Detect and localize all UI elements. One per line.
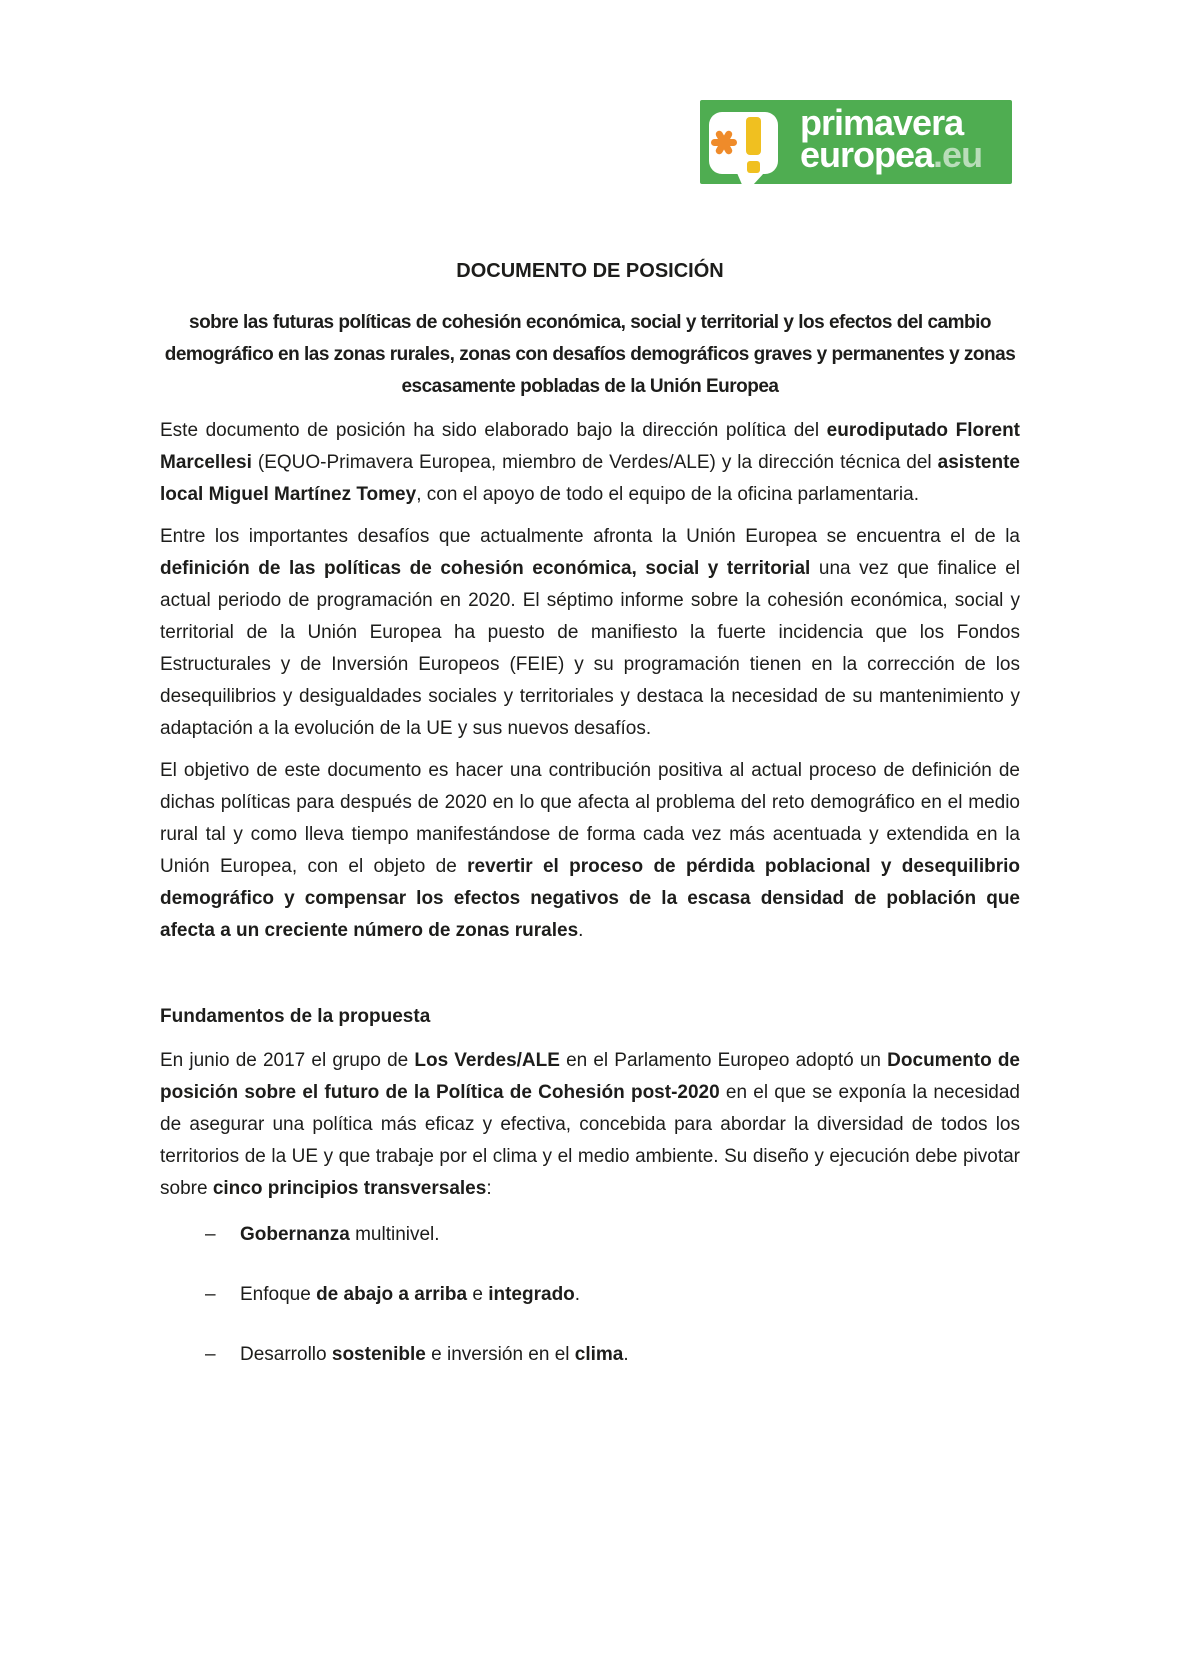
bullet-text: Desarrollo sostenible e inversión en el clima.: [240, 1344, 629, 1365]
paragraph: En junio de 2017 el grupo de Los Verdes/ALE en el Parlamento Europeo adoptó un Documento de posición sobre el futuro de la Política de Cohesión post-2020 en el que se exponía la necesidad de asegurar una política más eficaz y efectiva, concebida para abordar la diversidad de todos los territorios de la UE y que trabaje por el clima y el medio ambiente. Su diseño y ejecución debe pivotar sobre cinco principios transversales:: [160, 1050, 1020, 1199]
paragraph: Este documento de posición ha sido elaborado bajo la dirección política del eurodiputado Florent Marcellesi (EQUO-Primavera Europea, miembro de Verdes/ALE) y la dirección técnica del asistente local Miguel Martínez Tomey, con el apoyo de todo el equipo de la oficina parlamentaria.: [160, 420, 1020, 505]
logo-wordmark-suffix: .eu: [933, 134, 983, 175]
bullet-text: Gobernanza multinivel.: [240, 1224, 440, 1245]
bullet-item: [205, 1219, 1020, 1251]
paragraph: El objetivo de este documento es hacer una contribución positiva al actual proceso de definición de dichas políticas para después de 2020 en lo que afecta al problema del reto demográfico en el medio rural tal y como lleva tiempo manifestándose de forma cada vez más acentuada y extendida en la Unión Europea, con el objeto de revertir el proceso de pérdida poblacional y desequilibrio demográfico y compensar los efectos negativos de la escasa densidad de población que afecta a un creciente número de zonas rurales.: [160, 760, 1020, 941]
bullet-dash-marker: –: [205, 1224, 216, 1245]
paragraph: Entre los importantes desafíos que actualmente afronta la Unión Europea se encuentra el de la definición de las políticas de cohesión económica, social y territorial una vez que finalice el actual periodo de programación en 2020. El séptimo informe sobre la cohesión económica, social y territorial de la Unión Europea ha puesto de manifiesto la fuerte incidencia que los Fondos Estructurales y de Inversión Europeos (FEIE) y su programación tienen en la corrección de los desequilibrios y desigualdades sociales y territoriales y destaca la necesidad de su mantenimiento y adaptación a la evolución de la UE y sus nuevos desafíos.: [160, 526, 1020, 739]
bullet-item: [205, 1339, 1020, 1371]
section-heading: Fundamentos de la propuesta: [160, 1006, 431, 1027]
bullet-dash-marker: –: [205, 1284, 216, 1305]
bullet-dash-marker: –: [205, 1344, 216, 1365]
bullet-item: [205, 1279, 1020, 1311]
document-body: [160, 0, 1020, 1399]
bullet-text: Enfoque de abajo a arriba e integrado.: [240, 1284, 581, 1305]
logo-wordmark-line1: primavera: [800, 102, 964, 143]
doc-title: DOCUMENTO DE POSICIÓN: [456, 260, 724, 282]
logo-wordmark-line2: europea.eu: [800, 134, 983, 175]
doc-subtitle: sobre las futuras políticas de cohesión económica, social y territorial y los efectos del cambio demográfico en las zonas rurales, zonas con desafíos demográficos graves y permanentes y zonas escasamente pobladas de la Unión Europea: [164, 312, 1016, 397]
